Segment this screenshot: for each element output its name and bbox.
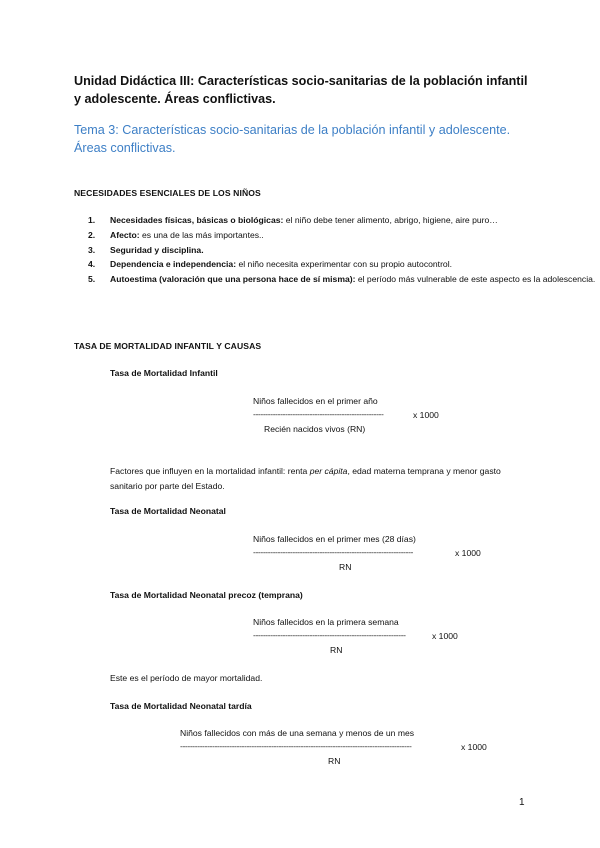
formula-numerator: Niños fallecidos en el primer año (253, 396, 378, 406)
mortality-note: Este es el período de mayor mortalidad. (110, 673, 263, 683)
list-item-term: Seguridad y disciplina. (110, 244, 204, 255)
formula-multiplier: x 1000 (432, 631, 458, 641)
formula-denominator: RN (328, 756, 341, 766)
formula-numerator: Niños fallecidos con más de una semana y menos de un mes (180, 728, 415, 738)
formula-numerator: Niños fallecidos en el primer mes (28 días) (253, 534, 416, 544)
subsection-title-tardia: Tasa de Mortalidad Neonatal tardía (110, 701, 252, 711)
list-item (88, 257, 528, 272)
list-item-text: el período más vulnerable de este aspecto es la adolescencia. (355, 274, 596, 285)
topic-heading: Tema 3: Características socio-sanitarias de la población infantil y adolescente. Áreas conflictivas. (74, 123, 511, 155)
document-heading: Unidad Didáctica III: Características socio-sanitarias de la población infantil y adolescente. Áreas conflictivas. (74, 74, 528, 106)
formula-fraction-line: ----------------------------------------------------------------- (253, 547, 414, 557)
section-title-necesidades: NECESIDADES ESENCIALES DE LOS NIÑOS (74, 188, 261, 198)
subsection-title-precoz: Tasa de Mortalidad Neonatal precoz (temprana) (110, 590, 303, 600)
list-item-number: 4. (88, 259, 96, 270)
list-item-term: Afecto: (110, 229, 140, 240)
list-item-text: el niño necesita experimentar con su propio autocontrol. (236, 259, 453, 270)
list-item-number: 2. (88, 229, 96, 240)
list-item-term: Dependencia e independencia: (110, 259, 237, 270)
list-item-text: es una de las más importantes.. (139, 229, 264, 240)
subsection-title-infantil: Tasa de Mortalidad Infantil (110, 368, 218, 378)
list-item (88, 243, 528, 258)
formula-denominator: Recién nacidos vivos (RN) (264, 424, 366, 434)
section-title-mortalidad: TASA DE MORTALIDAD INFANTIL Y CAUSAS (74, 341, 262, 351)
list-item-term: Autoestima (valoración que una persona hace de sí misma): (110, 274, 356, 285)
factors-text-end: , edad materna temprana y menor gasto sanitario por parte del Estado. (110, 466, 501, 491)
list-item (88, 213, 528, 228)
list-item-text: el niño debe tener alimento, abrigo, higiene, aire puro… (283, 215, 498, 225)
formula-multiplier: x 1000 (455, 548, 481, 558)
subsection-title-neonatal: Tasa de Mortalidad Neonatal (110, 506, 226, 516)
formula-multiplier: x 1000 (413, 410, 439, 420)
factors-paragraph (110, 464, 530, 493)
formula-fraction-line: -------------------------------------------------------------- (253, 630, 406, 640)
list-item-number: 5. (88, 274, 96, 285)
formula-fraction-line: ----------------------------------------------------- (253, 409, 384, 419)
list-item-number: 1. (88, 215, 96, 225)
page-number: 1 (519, 797, 525, 808)
list-item (88, 272, 596, 287)
list-item-number: 3. (88, 244, 96, 255)
formula-denominator: RN (330, 645, 343, 655)
formula-multiplier: x 1000 (461, 742, 487, 752)
formula-fraction-line: ---------------------------------------------------------------------------------------------- (180, 741, 412, 751)
formula-denominator: RN (339, 562, 352, 572)
factors-text-start: Factores que influyen en la mortalidad infantil: renta (110, 466, 310, 476)
formula-numerator: Niños fallecidos en la primera semana (253, 617, 399, 627)
factors-text-italic: per cápita (309, 466, 348, 476)
list-item (88, 228, 528, 243)
needs-list (88, 213, 596, 287)
list-item-term: Necesidades físicas, básicas o biológicas: (110, 215, 284, 225)
